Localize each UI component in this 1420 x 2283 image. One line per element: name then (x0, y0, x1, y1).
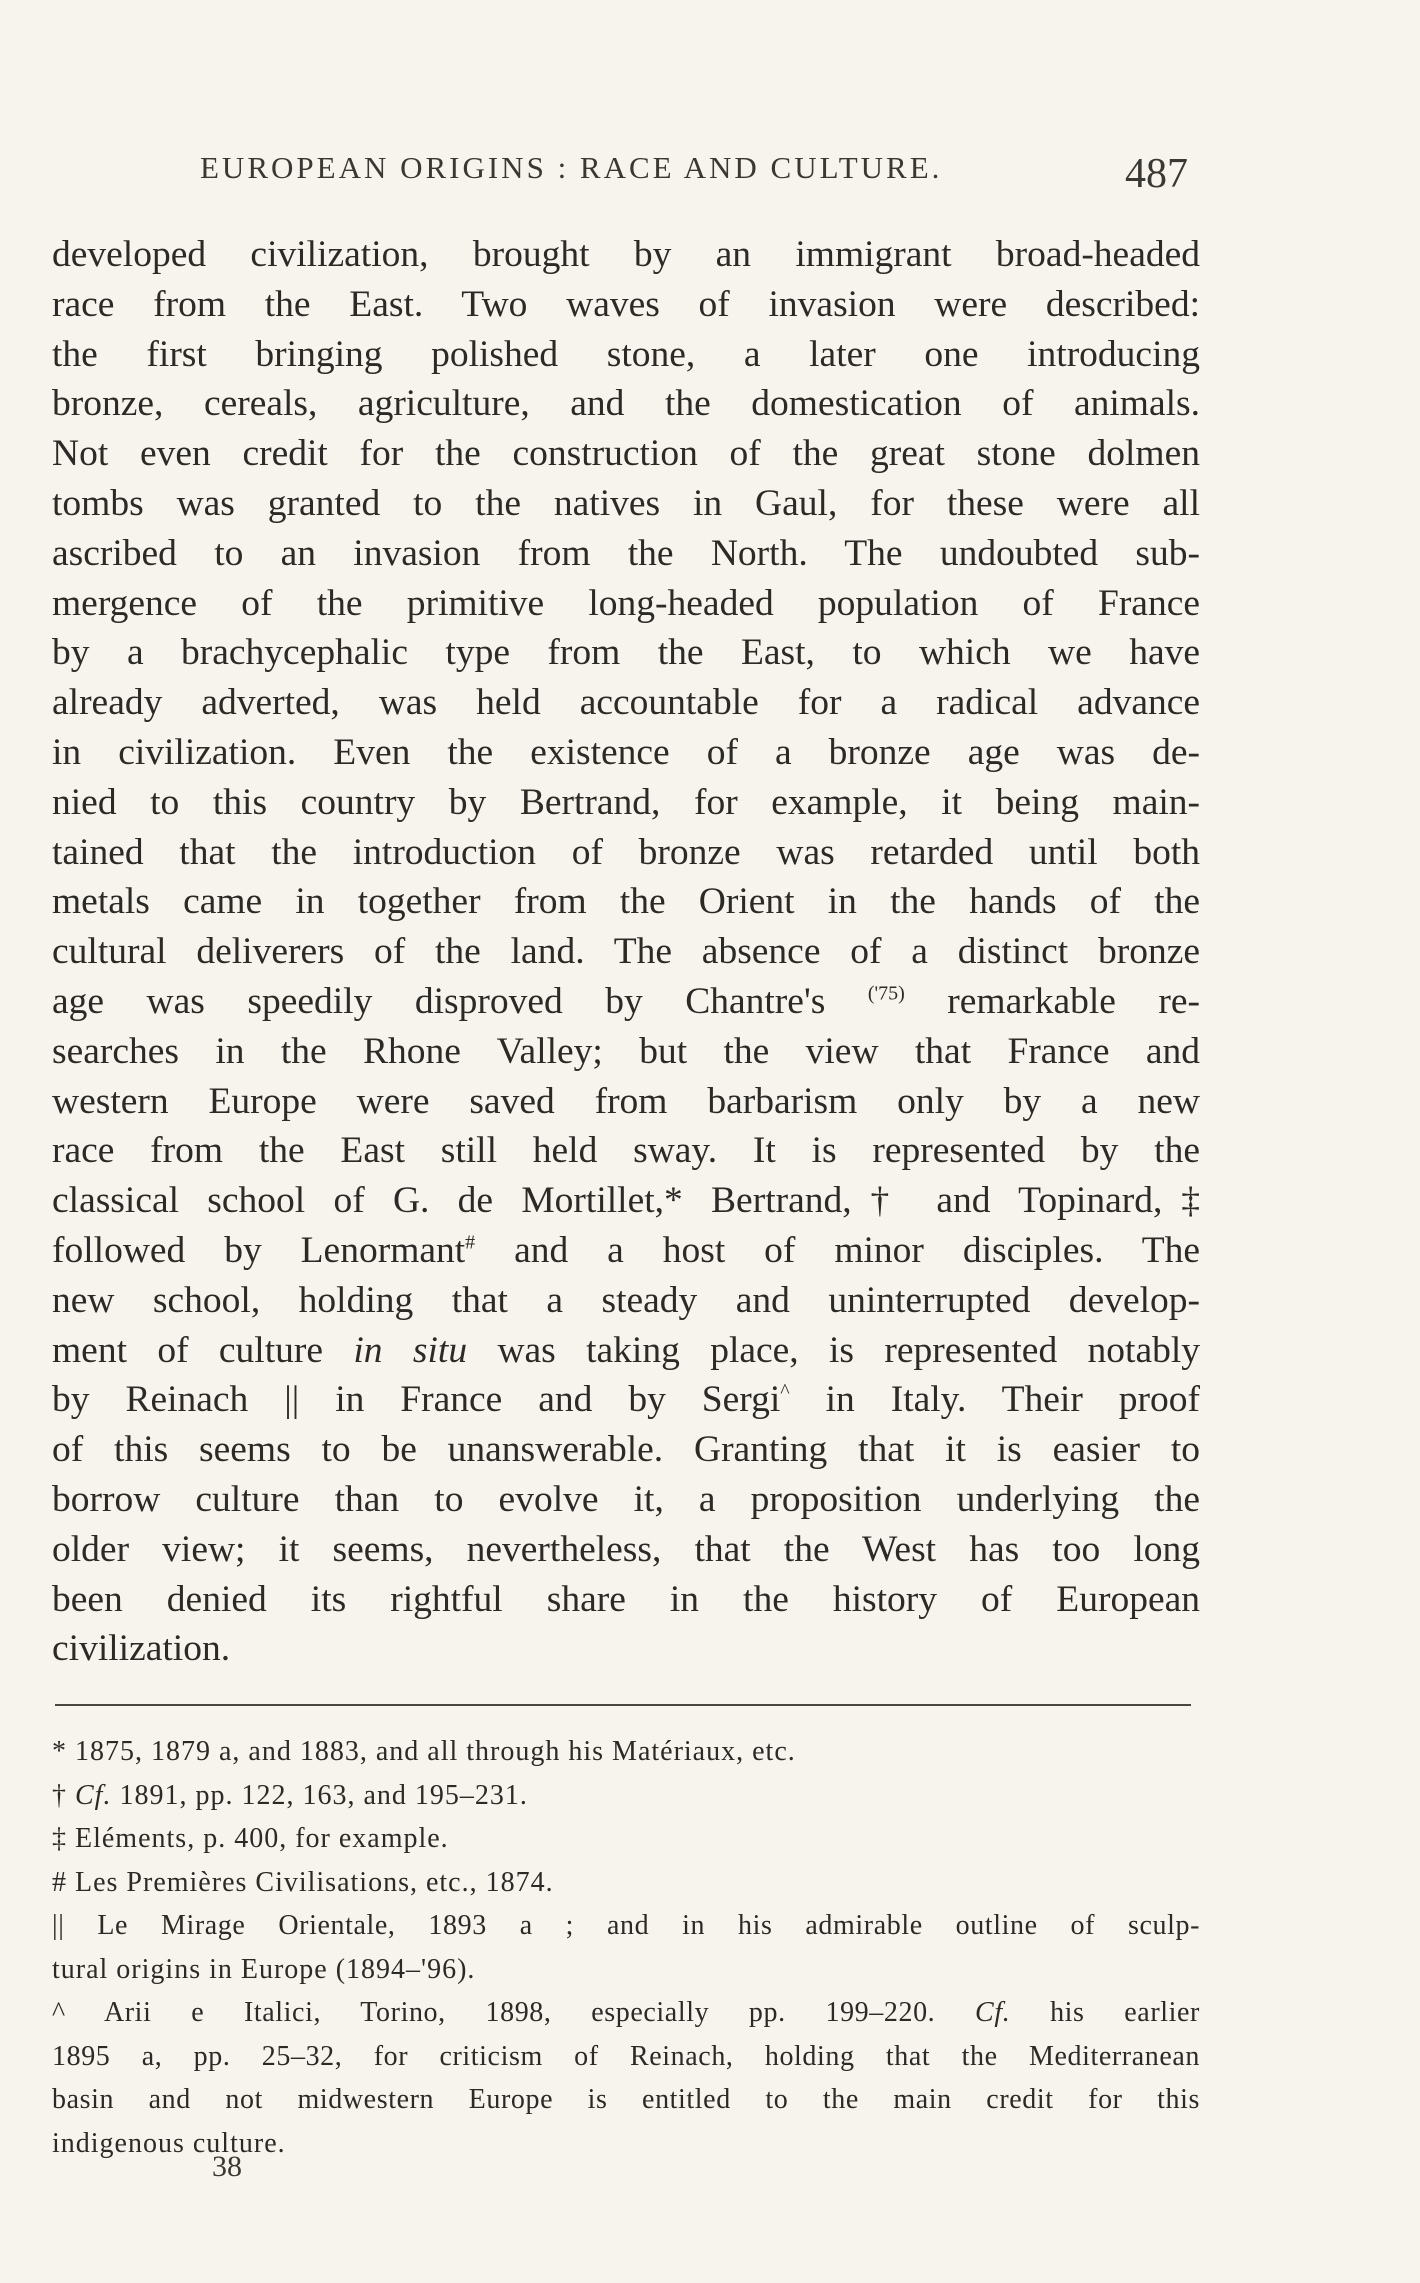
text-line: cultural deliverers of the land. The absence of a distinct bronze (52, 931, 1200, 973)
text-line: race from the East still held sway. It is represented by the (52, 1130, 1200, 1172)
text-line (52, 1326, 1200, 1376)
text-line: classical school of G. de Mortillet,* Bertrand,† and Topinard,‡ (52, 1180, 1200, 1222)
text-line: older view; it seems, nevertheless, that the West has too long (52, 1528, 1200, 1570)
text-line: been denied its rightful share in the history of European (52, 1578, 1200, 1620)
text-line: in civilization. Even the existence of a bronze age was de- (52, 731, 1200, 773)
footnote: basin and not midwestern Europe is entitled to the main credit for this (52, 2084, 1200, 2115)
italic-phrase: Cf. (975, 1997, 1011, 2028)
footnote (52, 1774, 1200, 1818)
text-segment: age was speedily disproved by Chantre's (52, 980, 826, 1022)
footnote: tural origins in Europe (1894–'96). (52, 1953, 476, 1985)
text-line: of this seems to be unanswerable. Granting that it is easier to (52, 1429, 1200, 1471)
footnote-mark: † (52, 1779, 67, 1811)
running-head: EUROPEAN ORIGINS : RACE AND CULTURE. (200, 150, 943, 185)
text-line: by a brachycephalic type from the East, to which we have (52, 632, 1200, 674)
footnote: # Les Premières Civilisations, etc., 1874. (52, 1866, 554, 1898)
footnote-divider (55, 1704, 1191, 1706)
text-line: western Europe were saved from barbarism only by a new (52, 1080, 1200, 1122)
text-line: tained that the introduction of bronze was retarded until both (52, 831, 1200, 873)
footnote: indigenous culture. (52, 2127, 286, 2159)
text-segment: 1891, pp. 122, 163, and 195–231. (119, 1779, 528, 1811)
text-line: developed civilization, brought by an immigrant broad-headed (52, 234, 1200, 275)
text-line (52, 977, 1200, 1027)
text-segment: his earlier (1050, 1997, 1200, 2028)
page-number: 487 (1125, 151, 1188, 197)
italic-phrase: in situ (353, 1329, 468, 1371)
italic-phrase: Cf. (75, 1779, 112, 1811)
footnote-mark: # (465, 1231, 476, 1254)
footnote: || Le Mirage Orientale, 1893 a ; and in his admirable outline of sculp- (52, 1910, 1200, 1941)
text-line: metals came in together from the Orient in the hands of the (52, 881, 1200, 923)
text-segment: remarkable re- (947, 980, 1201, 1022)
text-line (52, 1375, 1200, 1425)
text-segment: and a host of minor disciples. The (514, 1229, 1201, 1271)
text-line: ascribed to an invasion from the North. The undoubted sub- (52, 532, 1200, 574)
body-text (52, 230, 1200, 1674)
text-line: nied to this country by Bertrand, for example, it being main- (52, 781, 1200, 823)
text-segment: followed by Lenormant (52, 1229, 466, 1271)
text-line: Not even credit for the construction of the great stone dolmen (52, 433, 1200, 475)
text-line (52, 1226, 1200, 1276)
text-line: race from the East. Two waves of invasion were described: (52, 283, 1200, 325)
text-line: the first bringing polished stone, a later one introducing (52, 333, 1200, 375)
text-line: new school, holding that a steady and uninterrupted develop- (52, 1279, 1200, 1321)
text-segment: in Italy. Their proof (825, 1379, 1200, 1421)
text-line: tombs was granted to the natives in Gaul, for these were all (52, 482, 1200, 524)
footnote: 1895 a, pp. 25–32, for criticism of Reinach, holding that the Mediterranean (52, 2040, 1200, 2072)
text-line: already adverted, was held accountable for a radical advance (52, 682, 1200, 724)
text-segment: ment of culture (52, 1329, 324, 1371)
text-line: civilization. (52, 1628, 231, 1670)
bibliography-reference: ('75) (867, 982, 905, 1005)
text-line: bronze, cereals, agriculture, and the domestication of animals. (52, 383, 1200, 425)
footnote (52, 1991, 1200, 2035)
text-segment: ^ Arii e Italici, Torino, 1898, especially pp. 199–220. (52, 1997, 936, 2028)
footnotes (52, 1730, 1200, 2165)
footnote: ‡ Eléments, p. 400, for example. (52, 1823, 449, 1854)
signature-mark: 38 (212, 2150, 242, 2183)
text-segment: by Reinach || in France and by Sergi (52, 1379, 781, 1421)
text-line: borrow culture than to evolve it, a proposition underlying the (52, 1478, 1200, 1520)
text-line: searches in the Rhone Valley; but the view that France and (52, 1030, 1200, 1072)
footnote-mark: ^ (780, 1380, 790, 1403)
text-segment: was taking place, is represented notably (497, 1329, 1201, 1371)
text-line: mergence of the primitive long-headed population of France (52, 582, 1200, 624)
footnote: * 1875, 1879 a, and 1883, and all through his Matériaux, etc. (52, 1736, 796, 1767)
